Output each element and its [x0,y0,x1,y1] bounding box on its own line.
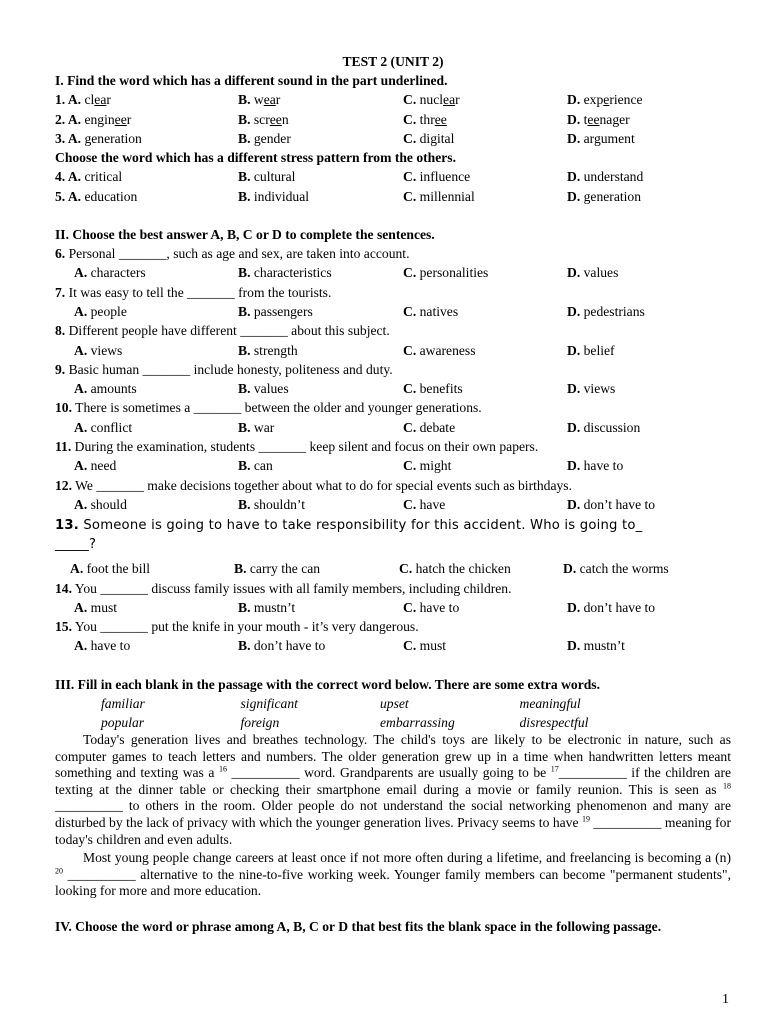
option-letter: C. [403,599,420,615]
option-b[interactable] [238,456,403,475]
option-letter: A. [74,342,91,358]
option-text: awareness [419,342,476,358]
word-bank-item: foreign [240,714,280,730]
option-text-pre: t [583,111,588,127]
option-letter: B. [238,599,254,615]
question-number: 4. [55,169,68,185]
option-letter: D. [567,169,584,185]
option-c [403,167,567,186]
word-bank-item: embarrassing [380,714,455,730]
option-letter: A. [74,265,91,281]
option-letter: B. [238,458,254,474]
option-text: discussion [583,419,641,435]
question-text: Personal _______, such as age and sex, are taken into account. [65,246,410,262]
option-text: cultural [253,169,296,185]
option-d[interactable] [567,495,655,514]
passage-paragraph-2: Most young people change careers at least once if not more often during a lifetime, and freelancing is becoming a (n) $^{20}$ __________ alternative to the nine-to-five working week. Younger family members can become "permanent students", looking for more and more education. [55,850,731,899]
option-text: influence [419,169,471,185]
underlined-part: g [84,130,92,146]
option-a[interactable] [74,418,238,437]
underlined-part: e [603,92,610,108]
option-letter: B. [238,381,254,397]
option-text: characteristics [253,265,332,281]
option-text-post: eneration [91,130,142,146]
question-13-blank: _____? [55,537,97,553]
option-text: need [90,458,117,474]
option-c[interactable] [403,636,567,655]
question-text: You _______ discuss family issues with all family members, including children. [72,580,512,596]
underlined-part: ee [587,111,600,127]
page-number: 1 [722,992,729,1007]
option-text-pre: engin [84,111,115,127]
option-text: might [419,458,452,474]
option-letter: C. [403,169,420,185]
option-c[interactable] [403,495,567,514]
question-10 [55,398,731,437]
option-d[interactable] [567,636,625,655]
option-letter: D. [567,111,584,127]
question-8 [55,321,731,360]
option-b[interactable] [238,341,403,360]
option-letter: D. [567,265,584,281]
option-a[interactable] [70,559,234,578]
option-letter: C. [403,188,420,204]
option-d[interactable] [567,379,615,398]
question-stem [55,398,731,417]
underlined-part: ea [263,92,276,108]
option-d[interactable] [563,559,669,578]
option-letter: C. [403,381,420,397]
option-d [567,187,641,206]
option-d[interactable] [567,341,615,360]
option-text: passengers [253,303,313,319]
option-b [238,129,403,148]
option-text-pre: w [253,92,264,108]
question-number: 3. [55,130,68,146]
option-b[interactable] [238,263,403,282]
question-3 [55,129,731,148]
option-letter: B. [238,188,254,204]
option-letter: B. [238,111,254,127]
option-text: should [90,496,127,512]
option-c [403,187,567,206]
option-d[interactable] [567,302,645,321]
option-text: don’t have to [583,599,656,615]
underlined-part: g [430,130,437,146]
passage-paragraph-1: Today's generation lives and breathes technology. The child's toys are likely to be electronic in nature, such as computer games to teach letters and numbers. The older generation grew up in a time when handwritten letters meant something and texting was a $^{16}$ __________ word. Grandparents are usually going to be $^{17}$__________ if the children are texting at the dinner table or checking their smartphone email during a movie or family reunion. This is seen as $^{18}$ __________ to others in the room. Older people do not understand the social networking phenomenon and many are disturbed by the lack of privacy with which the younger generation lives. Privacy seems to have $^{19}$ __________ meaning for today's children and even adults. [55,731,732,847]
option-letter: D. [563,561,580,577]
question-number: 8. [55,323,66,339]
option-b[interactable] [238,636,403,655]
word-bank-item: popular [101,714,145,730]
option-letter: A. [74,419,91,435]
word-bank-item: upset [380,695,409,711]
option-letter: A. [67,188,85,204]
option-letter: A. [74,381,91,397]
options-row [55,456,731,475]
question-number: 7. [55,284,66,300]
question-9 [55,360,731,399]
option-text: personalities [419,265,489,281]
option-letter: A. [67,92,85,108]
option-letter: B. [234,561,250,577]
option-text: belief [583,342,615,358]
option-text: views [90,342,123,358]
option-letter: D. [567,188,584,204]
option-a[interactable] [74,379,238,398]
question-13: 13. Someone is going to have to take responsibility for this accident. Who is going to_ _____? A. foot the bill B. carry the can C. hatch the chicken D. catch the worms [55,516,731,578]
option-text-pre: cl [84,92,95,108]
option-c[interactable] [403,598,567,617]
question-stem [55,360,731,379]
option-text: mustn’t [583,638,625,654]
option-text-pre: nucl [419,92,444,108]
section-4-heading: IV. Choose the word or phrase among A, B, C or D that best fits the blank space in the following passage. [55,918,662,934]
option-c[interactable] [403,263,567,282]
option-text: understand [583,169,644,185]
question-number: 6. [55,246,66,262]
option-text: people [90,303,127,319]
option-d [567,110,630,129]
option-text: have [419,496,446,512]
question-text: Different people have different _______ about this subject. [65,323,390,339]
option-text: carry the can [249,561,321,577]
option-c[interactable] [403,418,567,437]
option-letter: C. [403,130,420,146]
option-text: have to [90,638,131,654]
option-text-post: r [106,92,111,108]
options-row [55,263,731,282]
option-b[interactable] [234,559,399,578]
option-text: can [253,458,273,474]
question-text: We _______ make decisions together about what to do for special events such as birthdays. [72,477,572,493]
option-text: have to [583,458,624,474]
option-letter: C. [399,561,416,577]
option-a[interactable] [74,598,238,617]
option-text-pre: thr [419,111,435,127]
option-letter: C. [403,303,420,319]
question-stem [55,437,731,456]
option-text: strength [253,342,298,358]
option-d[interactable] [567,598,655,617]
option-letter: A. [74,458,91,474]
question-number: 1. [55,92,68,108]
word-bank-item: meaningful [519,695,581,711]
option-text: mustn’t [253,599,296,615]
option-text: values [253,381,289,397]
option-text: views [583,381,616,397]
question-number: 9. [55,361,66,377]
option-text: natives [419,303,459,319]
option-a[interactable] [74,456,238,475]
option-text: must [419,638,447,654]
question-text: Basic human _______ include honesty, politeness and duty. [65,361,393,377]
option-letter: B. [238,130,254,146]
option-text-post: r [275,92,281,108]
word-bank-row-1 [55,694,731,713]
option-letter: A. [74,496,91,512]
option-b [238,110,403,129]
option-letter: C. [403,342,420,358]
option-text-post: ender [260,130,291,146]
question-number: 12. [55,477,72,493]
question-number: 11. [55,439,72,455]
option-letter: A. [67,169,85,185]
option-b[interactable] [238,302,403,321]
option-c[interactable] [399,559,563,578]
option-letter: A. [74,638,91,654]
underlined-part: g [253,130,261,146]
option-d[interactable] [567,263,618,282]
option-text-pre: exp [583,92,604,108]
option-letter: A. [67,111,85,127]
question-number: 5. [55,188,68,204]
option-letter: D. [567,303,584,319]
option-letter: A. [70,561,87,577]
section-2-heading: II. Choose the best answer A, B, C or D to complete the sentences. [55,226,435,242]
option-b [238,167,403,186]
option-text: don’t have to [583,496,656,512]
option-a [55,129,238,148]
option-text: benefits [419,381,463,397]
question-text: You _______ put the knife in your mouth - it’s very dangerous. [72,619,419,635]
option-letter: C. [403,111,420,127]
question-stem [55,244,731,263]
option-text: millennial [419,188,475,204]
option-letter: D. [567,419,584,435]
word-bank-item: significant [240,695,298,711]
option-b [238,90,403,109]
option-a[interactable] [74,495,238,514]
option-text: individual [253,188,310,204]
options-row [55,379,731,398]
option-letter: A. [74,599,91,615]
option-text: hatch the chicken [415,561,511,577]
question-stem [55,283,731,302]
option-text: have to [419,599,460,615]
question-15 [55,617,731,656]
option-letter: C. [403,496,420,512]
option-text-post: ument [600,130,635,146]
question-2 [55,110,731,129]
option-letter: B. [238,92,254,108]
option-d[interactable] [567,456,623,475]
option-text-post: r [455,92,460,108]
option-letter: B. [238,169,254,185]
word-bank-row-2 [55,713,731,732]
question-14 [55,579,731,618]
option-c [403,90,567,109]
option-text: conflict [90,419,133,435]
option-letter: D. [567,638,584,654]
option-letter: D. [567,458,584,474]
option-letter: C. [403,265,420,281]
section-3-heading: III. Fill in each blank in the passage with the correct word below. There are some extra words. [55,676,600,692]
option-b[interactable] [238,418,403,437]
option-d [567,167,643,186]
option-letter: D. [567,381,584,397]
option-letter: B. [238,496,254,512]
question-13-text: Someone is going to have to take responsibility for this accident. Who is going to [78,518,636,534]
option-letter: B. [238,638,254,654]
option-text: values [583,265,619,281]
option-letter: C. [403,458,420,474]
question-6 [55,244,731,283]
option-letter: A. [67,130,85,146]
underlined-part: ee [269,111,282,127]
underlined-part: ee [114,111,127,127]
option-a [55,110,238,129]
option-a[interactable] [74,302,238,321]
worksheet-page [55,52,731,935]
options-row [55,302,731,321]
option-letter: B. [238,303,254,319]
option-c[interactable] [403,456,567,475]
stress-heading: Choose the word which has a different stress pattern from the others. [55,150,456,166]
option-c[interactable] [403,379,567,398]
option-text-pre: scr [253,111,270,127]
option-letter: C. [403,92,420,108]
word-bank-item: disrespectful [519,714,589,730]
underlined-part: ea [443,92,456,108]
option-letter: C. [403,419,420,435]
option-text: war [253,419,275,435]
option-text: critical [84,169,123,185]
question-number: 2. [55,111,68,127]
option-text: shouldn’t [253,496,305,512]
option-c[interactable] [403,302,567,321]
option-letter: D. [567,599,584,615]
option-text: don’t have to [253,638,326,654]
option-d [567,90,643,109]
underlined-part: ee [434,111,447,127]
option-text: pedestrians [583,303,645,319]
option-text-post: n [281,111,289,127]
option-a [55,187,238,206]
underlined-part: ea [94,92,107,108]
option-text: must [90,599,118,615]
option-c [403,110,567,129]
options-row [55,495,731,514]
option-text: foot the bill [86,561,151,577]
question-stem [55,476,731,495]
option-a [55,90,238,109]
option-a[interactable] [74,636,238,655]
question-1 [55,90,731,109]
question-stem [55,321,731,340]
option-a[interactable] [74,341,238,360]
option-letter: D. [567,92,584,108]
question-number: 15. [55,619,72,635]
option-text: generation [583,188,641,204]
options-row [55,598,731,617]
option-letter: C. [403,638,420,654]
option-b[interactable] [238,379,403,398]
question-text: There is sometimes a _______ between the older and younger generations. [72,400,482,416]
option-b[interactable] [238,598,403,617]
option-text-pre: ar [583,130,594,146]
option-letter: D. [567,342,584,358]
option-text-post: rience [609,92,643,108]
option-letter: A. [74,303,91,319]
option-text: characters [90,265,146,281]
option-text: amounts [90,381,137,397]
options-row [55,636,731,655]
question-stem [55,579,731,598]
option-a[interactable] [74,263,238,282]
question-12 [55,476,731,515]
option-c[interactable] [403,341,567,360]
question-11 [55,437,731,476]
option-letter: D. [567,130,584,146]
question-number: 10. [55,400,72,416]
option-text-post: nager [599,111,630,127]
question-text: During the examination, students _______ keep silent and focus on their own papers. [71,439,539,455]
option-letter: B. [238,265,254,281]
option-letter: B. [238,419,254,435]
option-text: education [84,188,138,204]
option-text: catch the worms [579,561,669,577]
option-b [238,187,403,206]
options-row [55,559,731,578]
question-text: It was easy to tell the _______ from the tourists. [65,284,332,300]
options-row [55,341,731,360]
question-4 [55,167,731,186]
option-text-post: ital [437,130,455,146]
option-text: debate [419,419,456,435]
option-c [403,129,567,148]
question-5 [55,187,731,206]
option-b[interactable] [238,495,403,514]
option-letter: D. [567,496,584,512]
section-1-heading: I. Find the word which has a different sound in the part underlined. [55,73,448,88]
underlined-part: g [593,130,601,146]
option-d [567,129,635,148]
word-bank-item: familiar [101,695,145,711]
option-text-post: r [126,111,132,127]
test-title: TEST 2 (UNIT 2) [342,54,444,69]
option-letter: B. [238,342,254,358]
option-text-pre: di [419,130,431,146]
option-a [55,167,238,186]
question-7 [55,283,731,322]
question-stem [55,617,731,636]
option-d[interactable] [567,418,640,437]
question-number: 14. [55,580,72,596]
options-row [55,418,731,437]
